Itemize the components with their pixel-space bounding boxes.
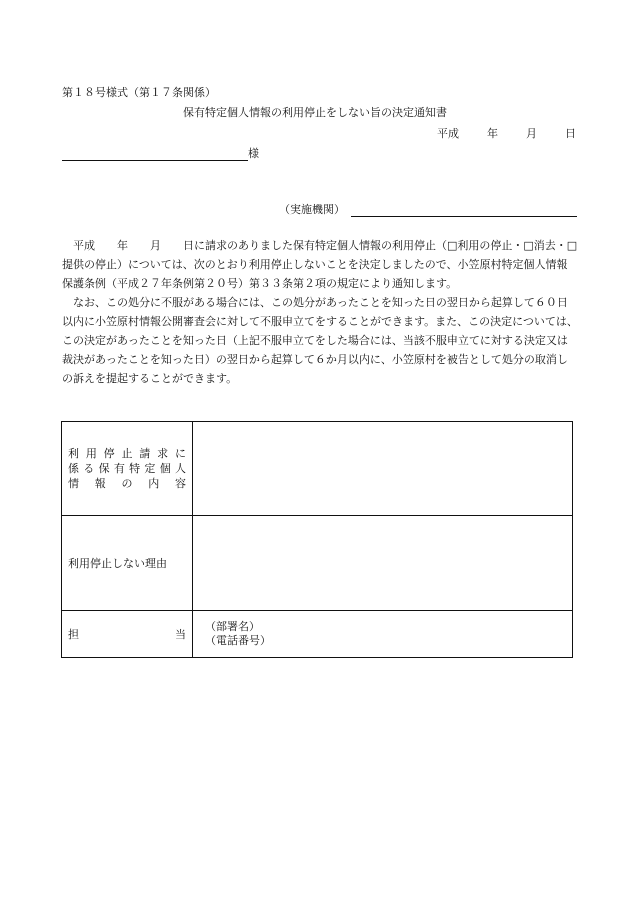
phone-label: （電話番号） — [205, 634, 271, 647]
request-content-label — [62, 422, 193, 516]
agency-label: （実施機関） — [279, 203, 345, 216]
notice-body — [62, 236, 578, 388]
reason-label: 利用停止しない理由 — [68, 556, 167, 570]
request-content-label-line1: 利用停止請求に — [68, 447, 186, 460]
date-era: 平成 — [437, 127, 459, 140]
table-row-request-content — [62, 422, 573, 516]
request-content-label-line2: 係る保有特定個人 — [68, 462, 186, 475]
date-year-unit: 年 — [487, 127, 498, 140]
document-title: 保有特定個人情報の利用停止をしない旨の決定通知書 — [183, 106, 447, 119]
agency-blank[interactable] — [351, 204, 577, 217]
request-content-label-line3: 情報の内容 — [68, 477, 186, 490]
contact-label-right: 当 — [175, 628, 186, 641]
addressee-blank[interactable] — [62, 148, 248, 161]
request-content-field[interactable] — [193, 422, 573, 516]
notice-paragraph-2: なお、この処分に不服がある場合には、この処分があったことを知った日の翌日から起算して６０日以内に小笠原村情報公開審査会に対して不服申立てをすることができます。また、この決定については、この決定があったことを知った日（上記不服申立てをした場合には、当該不服申立てに対する決定又は裁決があったことを知った日）の翌日から起算して６か月以内に、小笠原村を被告として処分の取消しの訴えを提起することができます。 — [62, 296, 578, 385]
notice-paragraph-1: 平成 年 月 日に請求のありました保有特定個人情報の利用停止（□利用の停止・□消去・□提供の停止）については、次のとおり利用停止しないことを決定しましたので、小笠原村特定個人情報保護条例（平成２７年条例第２０号）第３３条第２項の規定により通知します。 — [62, 239, 578, 290]
contact-label — [68, 626, 186, 642]
table-row-contact — [62, 611, 573, 658]
agency-line — [279, 201, 577, 217]
department-label: （部署名） — [205, 620, 260, 633]
contact-label-cell — [62, 611, 193, 658]
addressee-honorific: 様 — [248, 147, 259, 160]
date-month-unit: 月 — [526, 127, 537, 140]
addressee-line — [62, 145, 259, 161]
contact-field[interactable] — [193, 611, 573, 658]
table-row-reason — [62, 516, 573, 611]
form-number: 第１８号様式（第１７条関係） — [62, 86, 216, 99]
contact-label-left: 担 — [68, 628, 79, 641]
reason-field[interactable] — [193, 516, 573, 611]
reason-label-cell — [62, 516, 193, 611]
date-line — [437, 125, 576, 141]
date-day-unit: 日 — [565, 127, 576, 140]
decision-table — [61, 421, 573, 658]
